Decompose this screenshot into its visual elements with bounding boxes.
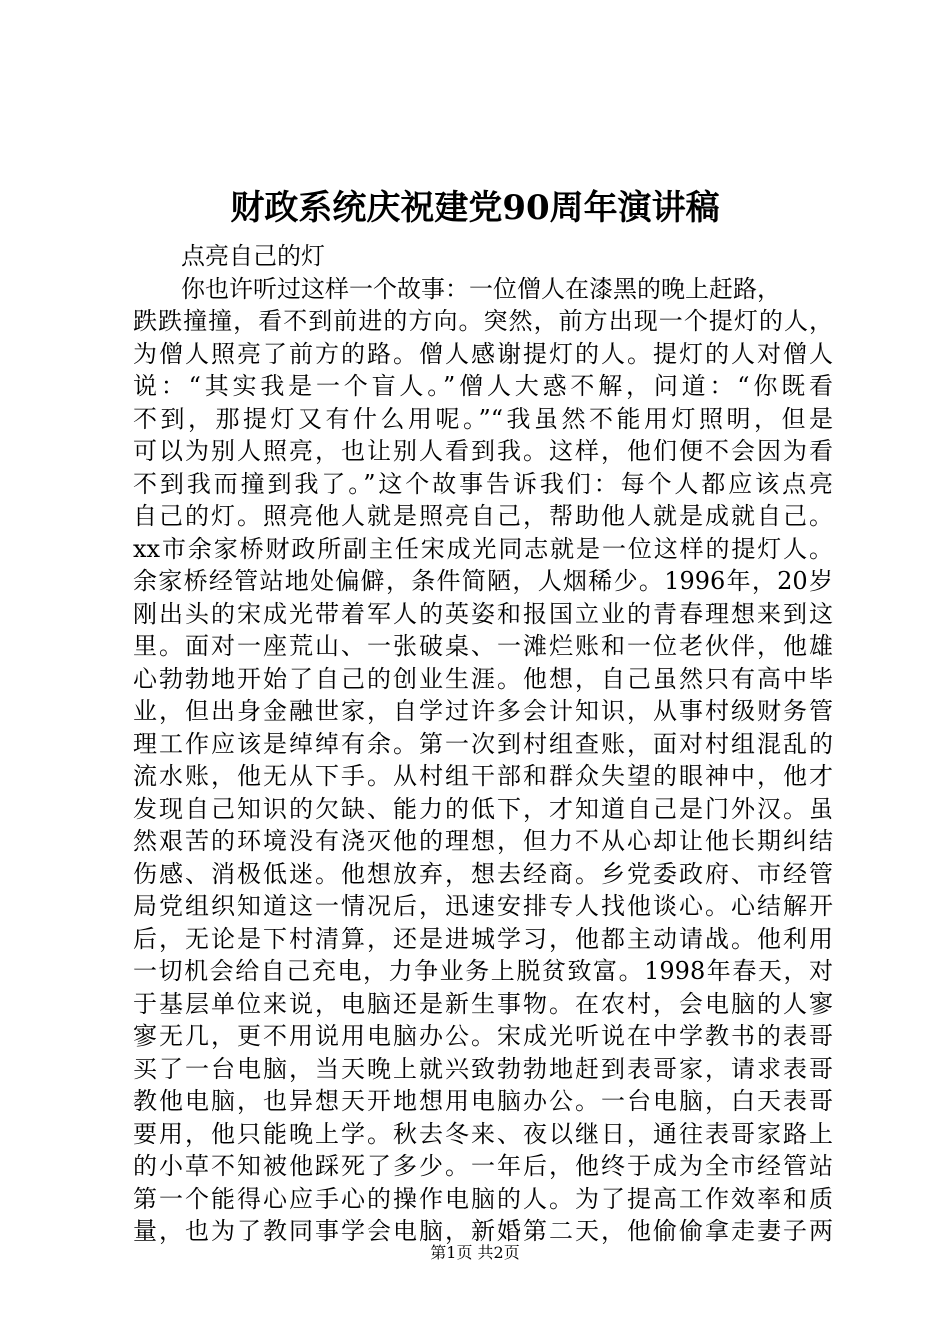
paragraph-line: 于基层单位来说，电脑还是新生事物。在农村，会电脑的人寥 <box>133 989 833 1018</box>
section-heading: 点亮自己的灯 <box>181 242 325 270</box>
paragraph-line: 量，也为了教同事学会电脑，新婚第二天，他偷偷拿走妻子两 <box>133 1217 833 1245</box>
paragraph-line: 要用，他只能晚上学。秋去冬来、夜以继日，通往表哥家路上 <box>133 1119 833 1148</box>
paragraph-line: xx市余家桥财政所副主任宋成光同志就是一位这样的提灯人。 <box>133 534 833 563</box>
paragraph-line: 伤感、消极低迷。他想放弃，想去经商。乡党委政府、市经管 <box>133 859 833 888</box>
paragraph-line: 业，但出身金融世家，自学过许多会计知识，从事村级财务管 <box>133 697 833 725</box>
document-body <box>133 240 833 1248</box>
paragraph-line: 不到我而撞到我了。”这个故事告诉我们：每个人都应该点亮 <box>133 469 833 498</box>
paragraph-line: 局党组织知道这一情况后，迅速安排专人找他谈心。心结解开 <box>133 892 833 920</box>
paragraph-line: 跌跌撞撞，看不到前进的方向。突然，前方出现一个提灯的人， <box>133 307 833 335</box>
paragraph-line: 刚出头的宋成光带着军人的英姿和报国立业的青春理想来到这 <box>133 599 833 628</box>
paragraph-line: 买了一台电脑，当天晚上就兴致勃勃地赶到表哥家，请求表哥 <box>133 1054 833 1083</box>
paragraph-line: 为僧人照亮了前方的路。僧人感谢提灯的人。提灯的人对僧人 <box>133 339 833 368</box>
paragraph-line: 说：“其实我是一个盲人。”僧人大惑不解，问道：“你既看 <box>133 372 833 400</box>
paragraph-line: 第一个能得心应手心的操作电脑的人。为了提高工作效率和质 <box>133 1184 833 1213</box>
paragraph-line: 寥无几，更不用说用电脑办公。宋成光听说在中学教书的表哥 <box>133 1022 833 1050</box>
paragraph-line: 然艰苦的环境没有浇灭他的理想，但力不从心却让他长期纠结 <box>133 827 833 855</box>
paragraph-line: 一切机会给自己充电，力争业务上脱贫致富。1998年春天，对 <box>133 957 833 985</box>
paragraph-line: 你也许听过这样一个故事：一位僧人在漆黑的晚上赶路， <box>181 274 781 303</box>
paragraph-line: 发现自己知识的欠缺、能力的低下，才知道自己是门外汉。虽 <box>133 794 833 823</box>
page-footer: 第1页 共2页 <box>430 1243 520 1262</box>
paragraph-line: 心勃勃地开始了自己的创业生涯。他想，自己虽然只有高中毕 <box>133 664 833 693</box>
paragraph-line: 里。面对一座荒山、一张破桌、一滩烂账和一位老伙伴，他雄 <box>133 632 833 660</box>
paragraph-line: 自己的灯。照亮他人就是照亮自己，帮助他人就是成就自己。 <box>133 502 833 530</box>
paragraph-line: 理工作应该是绰绰有余。第一次到村组查账，面对村组混乱的 <box>133 729 833 758</box>
paragraph-line: 不到，那提灯又有什么用呢。”“我虽然不能用灯照明，但是 <box>133 404 833 433</box>
paragraph-line: 可以为别人照亮，也让别人看到我。这样，他们便不会因为看 <box>133 437 833 465</box>
paragraph-line: 教他电脑，也异想天开地想用电脑办公。一台电脑，白天表哥 <box>133 1087 833 1115</box>
paragraph-line: 后，无论是下村清算，还是进城学习，他都主动请战。他利用 <box>133 924 833 953</box>
paragraph-line: 流水账，他无从下手。从村组干部和群众失望的眼神中，他才 <box>133 762 833 790</box>
document-title: 财政系统庆祝建党90周年演讲稿 <box>230 188 720 228</box>
paragraph-line: 的小草不知被他踩死了多少。一年后，他终于成为全市经管站 <box>133 1152 833 1180</box>
paragraph-line: 余家桥经管站地处偏僻，条件简陋，人烟稀少。1996年，20岁 <box>133 567 833 595</box>
